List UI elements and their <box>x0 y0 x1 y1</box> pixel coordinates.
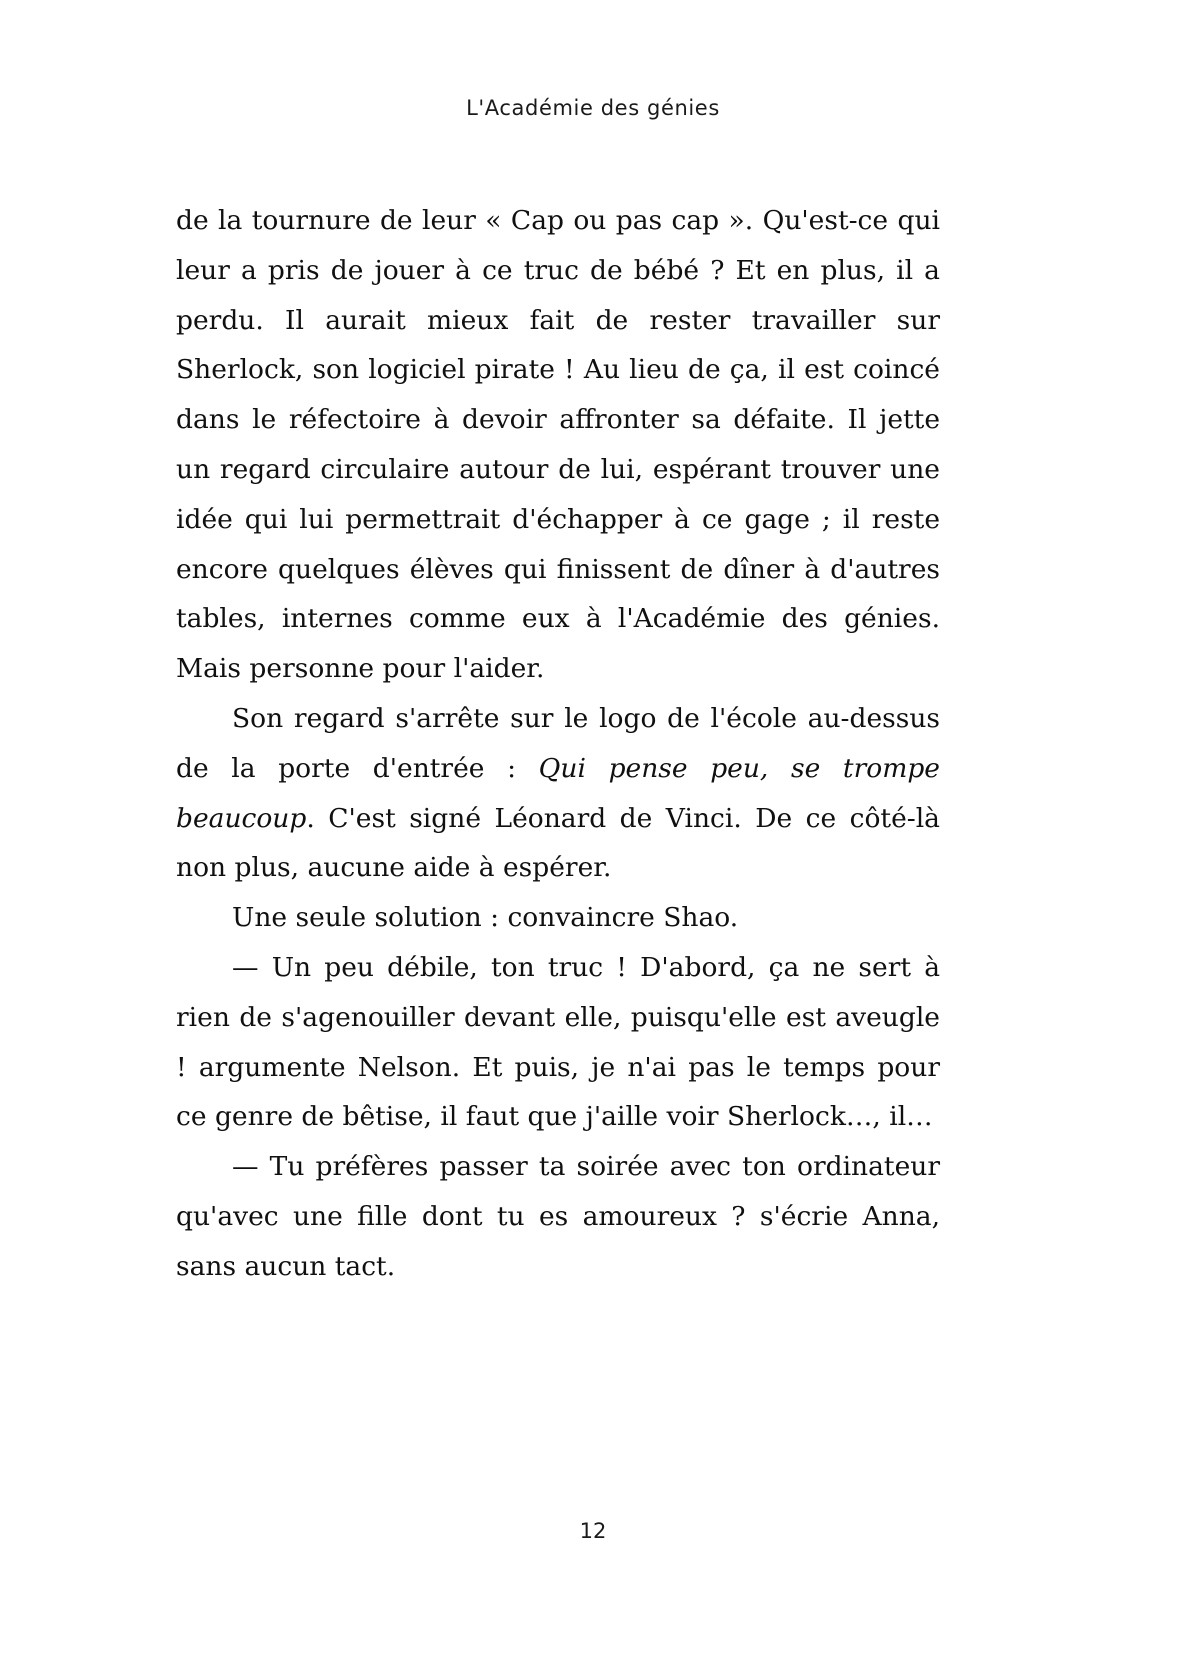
body-text-block <box>176 196 940 1292</box>
paragraph-4: — Un peu débile, ton truc ! D'abord, ça ne sert à rien de s'agenouiller devant elle, puisqu'elle est aveugle ! argumente Nelson. Et puis, je n'ai pas le temps pour ce genre de bêtise, il faut que j'aille voir Sherlock…, il… <box>176 951 940 1133</box>
paragraph-5: — Tu préfères passer ta soirée avec ton ordinateur qu'avec une fille dont tu es amoureux ? s'écrie Anna, sans aucun tact. <box>176 1151 940 1282</box>
paragraph-3: Une seule solution : convaincre Shao. <box>232 902 739 934</box>
paragraph-2-tail: . C'est signé Léonard de Vinci. De ce côté-là non plus, aucune aide à espérer. <box>176 802 940 884</box>
running-head: L'Académie des génies <box>466 96 720 120</box>
page-number: 12 <box>579 1519 607 1543</box>
paragraph-2 <box>176 694 940 893</box>
latin-motto-italic: Qui pense peu, se trompe beaucoup <box>176 752 940 834</box>
paragraph-2-lead: Son regard s'arrête sur le logo de l'école au-dessus de la porte d'entrée : <box>176 702 940 784</box>
paragraph-1: de la tournure de leur « Cap ou pas cap ». Qu'est-ce qui leur a pris de jouer à ce truc de bébé ? Et en plus, il a perdu. Il aurait mieux fait de rester travailler sur Sherlock, son logiciel pirate ! Au lieu de ça, il est coincé dans le réfectoire à devoir affronter sa défaite. Il jette un regard circulaire autour de lui, espérant trouver une idée qui lui permettrait d'échapper à ce gage ; il reste encore quelques élèves qui finissent de dîner à d'autres tables, internes comme eux à l'Académie des génies. Mais personne pour l'aider. <box>176 205 940 685</box>
